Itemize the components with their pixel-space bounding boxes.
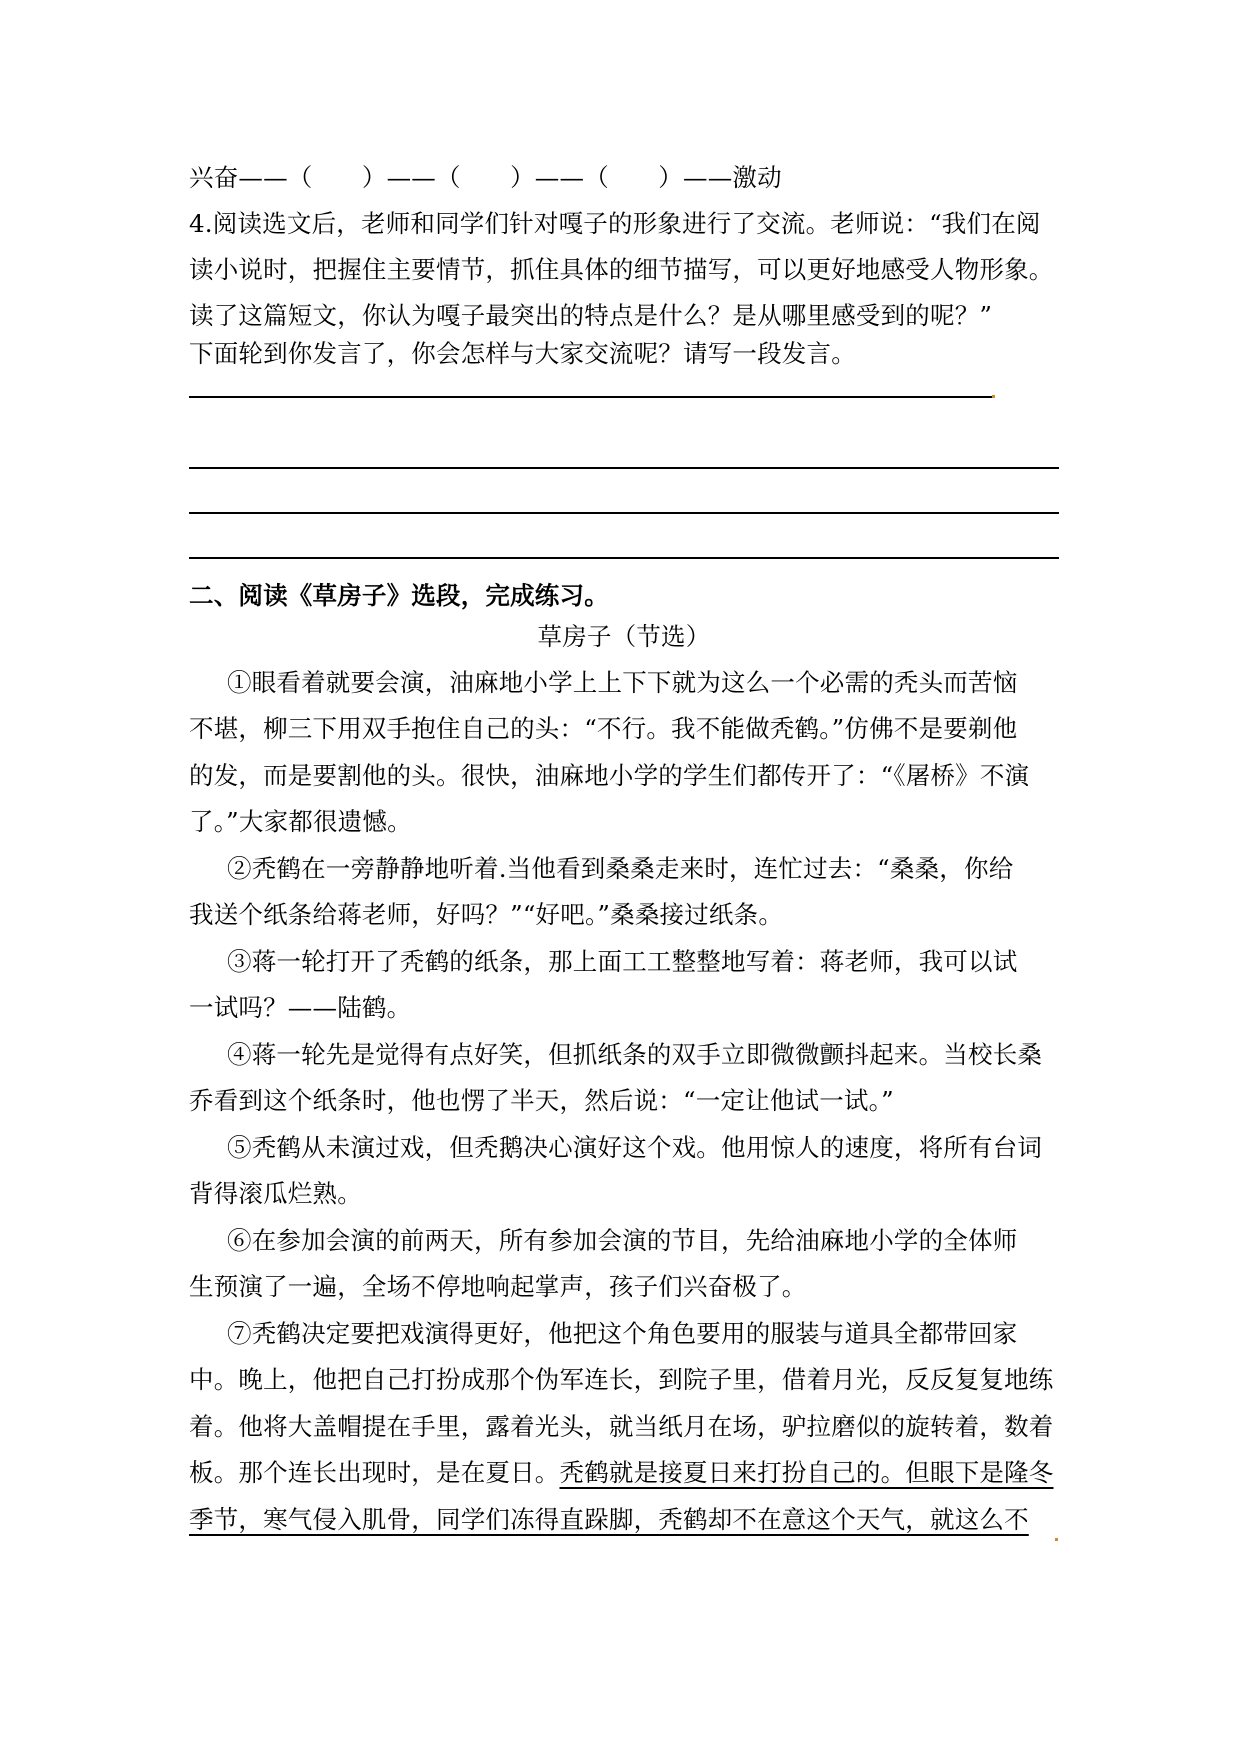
passage-line: 乔看到这个纸条时，他也愣了半天，然后说：“一定让他试一试。” (189, 1086, 894, 1115)
passage-line: ⑤秃鹤从未演过戏，但秃鹅决心演好这个戏。他用惊人的速度，将所有台词 (227, 1133, 1043, 1162)
passage-line-18-plain: 板。那个连长出现时，是在夏日。 (189, 1458, 560, 1487)
section-2-heading: 二、阅读《草房子》选段，完成练习。 (189, 581, 609, 610)
passage-line: 我送个纸条给蒋老师，好吗？”“好吧。”桑桑接过纸条。 (189, 900, 784, 929)
passage-line: ①眼看着就要会演，油麻地小学上上下下就为这么一个必需的秃头而苦恼 (227, 668, 1018, 697)
answer-line-4[interactable] (189, 557, 1059, 559)
passage-line: 的发，而是要割他的头。很快，油麻地小学的学生们都传开了：“《屠桥》不演 (189, 761, 1030, 790)
passage-line: ③蒋一轮打开了秃鹤的纸条，那上面工工整整地写着：蒋老师，我可以试 (227, 947, 1018, 976)
passage-line: 了。”大家都很遗憾。 (189, 807, 412, 836)
answer-line-3[interactable] (189, 512, 1059, 514)
q4-line-4: 下面轮到你发言了，你会怎样与大家交流呢？请写一段发言。 (189, 339, 856, 368)
q4-line-2: 读小说时，把握住主要情节，抓住具体的细节描写，可以更好地感受人物形象。 (189, 255, 1054, 284)
passage-line: 一试吗？——陆鹤。 (189, 993, 412, 1022)
passage-line: 背得滚瓜烂熟。 (189, 1179, 362, 1208)
passage-line: ②秃鹤在一旁静静地听着.当他看到桑桑走来时，连忙过去：“桑桑，你给 (227, 854, 1014, 883)
passage-line: ⑦秃鹤决定要把戏演得更好，他把这个角色要用的服装与道具全都带回家 (227, 1319, 1018, 1348)
q4-line-1: 4.阅读选文后，老师和同学们针对嘎子的形象进行了交流。老师说：“我们在阅 (189, 209, 1041, 238)
passage-line: 生预演了一遍，全场不停地响起掌声，孩子们兴奋极了。 (189, 1272, 807, 1301)
answer-line-1[interactable] (189, 396, 992, 398)
passage-line: 不堪，柳三下用双手抱住自己的头：“不行。我不能做秃鹤。”仿佛不是要剃他 (189, 714, 1018, 743)
passage-line: ④蒋一轮先是觉得有点好笑，但抓纸条的双手立即微微颤抖起来。当校长桑 (227, 1040, 1043, 1069)
q3-sequence: 兴奋——（ ）——（ ）——（ ）——激动 (189, 163, 782, 192)
mark-dot (992, 395, 995, 398)
underlined-sentence-part-2: 季节，寒气侵入肌骨，同学们冻得直跺脚，秃鹤却不在意这个天气，就这么不 (189, 1505, 1029, 1534)
underlined-sentence-part-1: 秃鹤就是接夏日来打扮自己的。但眼下是隆冬 (559, 1458, 1054, 1487)
q4-line-3: 读了这篇短文，你认为嘎子最突出的特点是什么？是从哪里感受到的呢？” (189, 301, 993, 330)
passage-line: ⑥在参加会演的前两天，所有参加会演的节目，先给油麻地小学的全体师 (227, 1226, 1018, 1255)
passage-line-18 (189, 1455, 1054, 1491)
mark-dot (1055, 1538, 1058, 1541)
passage-line: 着。他将大盖帽提在手里，露着光头，就当纸月在场，驴拉磨似的旋转着，数着 (189, 1412, 1054, 1441)
answer-line-2[interactable] (189, 467, 1059, 469)
passage-title: 草房子（节选） (537, 622, 711, 651)
passage-line: 中。晚上，他把自己打扮成那个伪军连长，到院子里，借着月光，反反复复地练 (189, 1365, 1054, 1394)
